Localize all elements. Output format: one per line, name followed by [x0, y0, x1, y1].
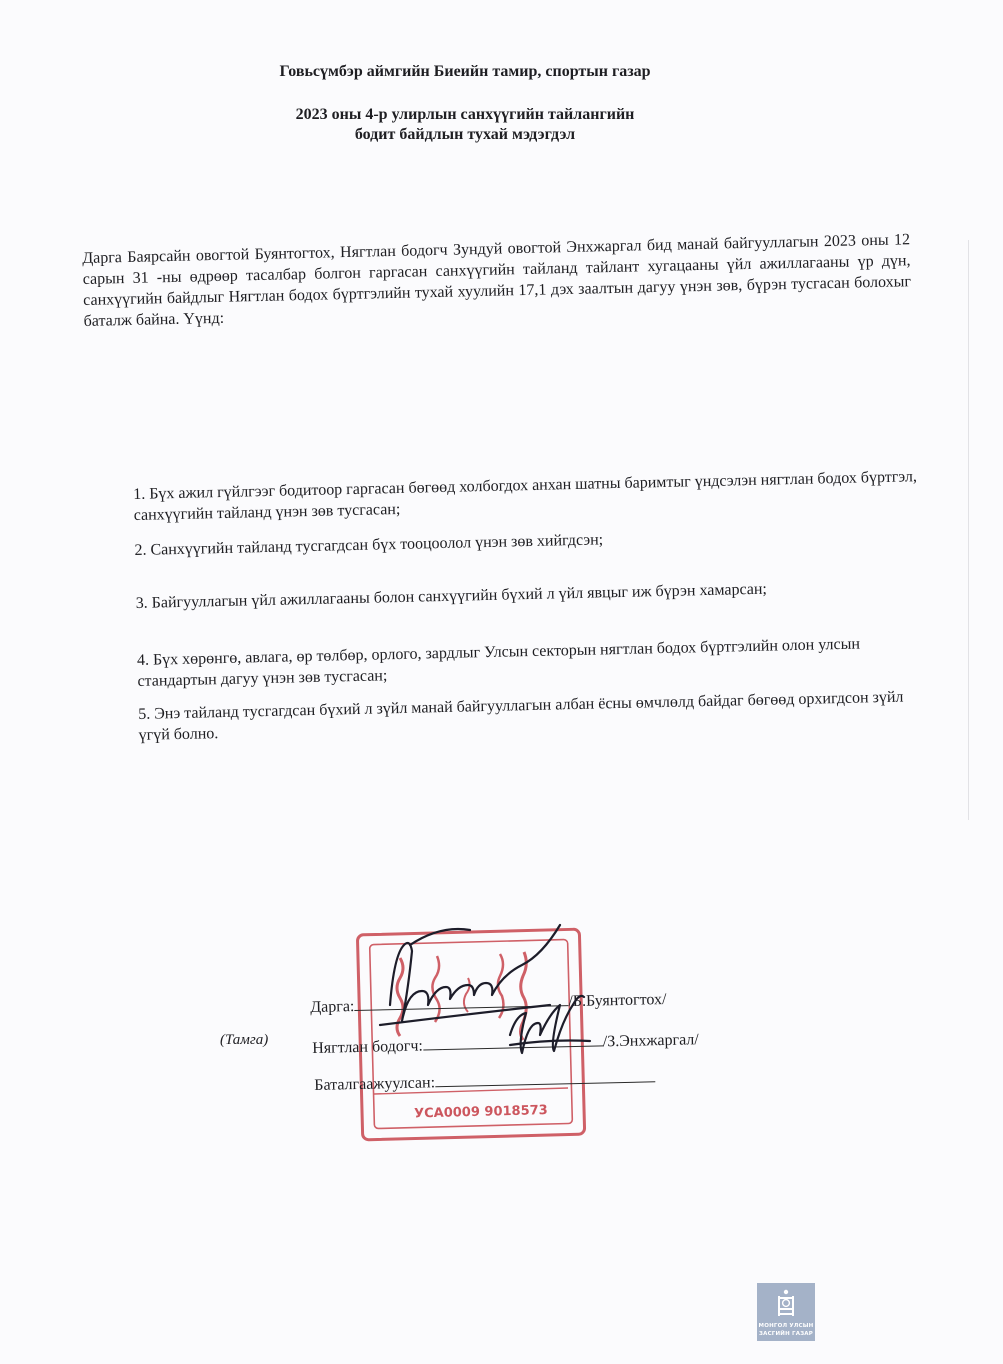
approved-label: Баталгаажуулсан:	[314, 1074, 436, 1094]
list-item: 5. Энэ тайланд тусгагдсан бүхий л зүйл манай байгууллагын албан ёсны өмчлөлд байдаг бөгөөд орхигдсон зүйл үгүй болно.	[138, 688, 904, 744]
director-label: Дарга:	[310, 997, 355, 1016]
list-item: 3. Байгууллагын үйл ажиллагааны болон санхүүгийн бүхий л үйл явцыг иж бүрэн хамарсан;	[135, 580, 768, 612]
director-name: /Б.Буянтогтох/	[568, 990, 667, 1011]
logo-text-line2: ЗАСГИЙН ГАЗАР	[759, 1331, 813, 1337]
scan-edge-line	[968, 240, 969, 820]
handwritten-signatures	[360, 905, 680, 1085]
document-title-line1: 2023 оны 4-р улирлын санхүүгийн тайлангийн	[295, 106, 635, 123]
seal-label: (Тамга)	[220, 1032, 269, 1048]
government-logo	[757, 1283, 815, 1341]
organization-name: Говьсүмбэр аймгийн Биеийн тамир, спортын газар	[279, 63, 651, 80]
intro-paragraph: Дарга Баярсайн овогтой Буянтогтох, Нягтлан бодогч Зундуй овогтой Энхжаргал бид манай байгууллагын 2023 оны 12 сарын 31 -ны өдрөөр тасалбар болгон гаргасан санхүүгийн тайланд тайлант хугацааны үйл ажиллагааны үр дүн, санхүүгийн байдлыг Нягтлан бодох бүртгэлийн тухай хуулийн 17,1 дэх заалтын дагуу үнэн зөв, бүрэн тусгасан болохыг баталж байна. Үүнд:	[82, 231, 912, 330]
stamp-code: УСА0009 9018573	[413, 1103, 548, 1122]
statement-list	[133, 466, 929, 746]
list-item: 4. Бүх хөрөнгө, авлага, өр төлбөр, орлого, зардлыг Улсын секторын нягтлан бодох бүртгэлийн олон улсын стандартын дагуу үнэн зөв тусгасан;	[136, 635, 861, 690]
list-item: 2. Санхүүгийн тайланд тусгагдсан бүх тооцоолол үнэн зөв хийгдсэн;	[134, 531, 604, 559]
list-item: 1. Бүх ажил гүйлгээг бодитоор гаргасан бөгөөд холбогдох анхан шатны баримтыг үндсэлэн нягтлан бодох бүртгэл, санхүүгийн тайланд үнэн зөв тусгасан;	[133, 468, 918, 524]
soyombo-emblem-icon	[774, 1288, 798, 1318]
accountant-name: /З.Энхжаргал/	[602, 1031, 699, 1051]
document-title-line2: бодит байдлын тухай мэдэгдэл	[354, 126, 576, 143]
accountant-label: Нягтлан бодогч:	[312, 1037, 424, 1057]
logo-text-line1: МОНГОЛ УЛСЫН	[758, 1323, 814, 1329]
